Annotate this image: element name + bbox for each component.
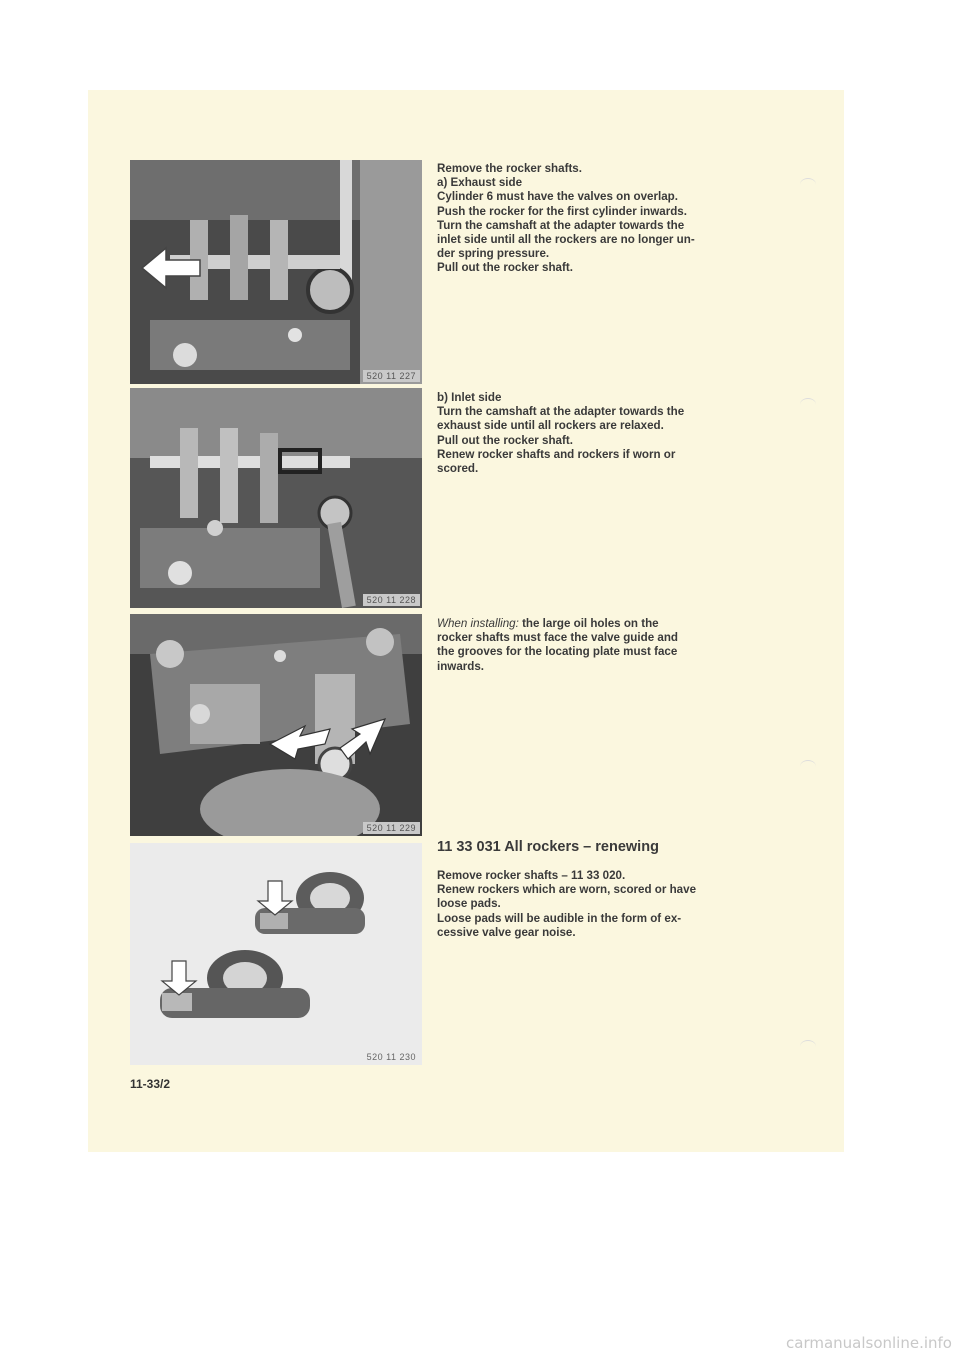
text-rest: the large oil holes on the (518, 617, 659, 630)
engine-photo-illustration (130, 614, 422, 836)
text-line: Renew rocker shafts and rockers if worn or (437, 447, 676, 461)
instructions-when-installing (437, 617, 757, 674)
text-line: Remove the rocker shafts. (437, 162, 582, 175)
photo-worn-rockers (130, 843, 422, 1065)
photo-oil-holes-installation (130, 614, 422, 836)
text-line: Cylinder 6 must have the valves on overlap. (437, 190, 678, 204)
engine-photo-illustration (130, 388, 422, 608)
text-line: a) Exhaust side (437, 176, 523, 190)
margin-mark (800, 178, 816, 191)
rockers-photo-illustration (130, 843, 422, 1065)
instructions-inlet-side (437, 391, 757, 476)
text-line: rocker shafts must face the valve guide and (437, 631, 678, 645)
photo-reference-label: 520 11 230 (366, 1052, 416, 1062)
text-line: Pull out the rocker shaft. (437, 261, 573, 275)
instructions-rockers-renewing (437, 869, 757, 940)
text-line: exhaust side until all rockers are relaxed. (437, 419, 664, 433)
text-line: Turn the camshaft at the adapter towards the (437, 218, 685, 232)
text-line: Push the rocker for the first cylinder inwards. (437, 204, 687, 218)
text-line: der spring pressure. (437, 247, 550, 261)
margin-mark (800, 398, 816, 411)
engine-photo-illustration (130, 160, 422, 384)
photo-reference-label: 520 11 229 (363, 822, 420, 834)
section-heading-rockers-renewing: 11 33 031 All rockers – renewing (437, 839, 659, 855)
photo-reference-label: 520 11 228 (363, 594, 420, 606)
text-line: cessive valve gear noise. (437, 925, 576, 939)
text-line: Turn the camshaft at the adapter towards the (437, 405, 685, 419)
italic-prefix: When installing: (437, 617, 519, 630)
text-line: b) Inlet side (437, 391, 502, 404)
page-number: 11-33/2 (130, 1077, 171, 1091)
photo-exhaust-side-rocker-shaft (130, 160, 422, 384)
margin-mark (800, 760, 816, 773)
text-line: Remove rocker shafts – 11 33 020. (437, 869, 626, 882)
photo-reference-label: 520 11 227 (363, 370, 420, 382)
watermark-footer: carmanualsonline.info (786, 1334, 952, 1352)
text-line: scored. (437, 462, 479, 476)
text-line: Renew rockers which are worn, scored or have (437, 883, 697, 897)
text-line: Pull out the rocker shaft. (437, 433, 573, 447)
text-line: loose pads. (437, 897, 501, 911)
text-line: the grooves for the locating plate must face (437, 645, 678, 659)
photo-inlet-side-rocker-shaft (130, 388, 422, 608)
instructions-remove-rocker-shafts-exhaust (437, 162, 757, 276)
margin-mark (800, 1040, 816, 1053)
text-line (437, 617, 757, 631)
text-line: inlet side until all the rockers are no longer un- (437, 233, 695, 247)
text-line: Loose pads will be audible in the form of ex- (437, 911, 682, 925)
text-line: inwards. (437, 659, 485, 673)
